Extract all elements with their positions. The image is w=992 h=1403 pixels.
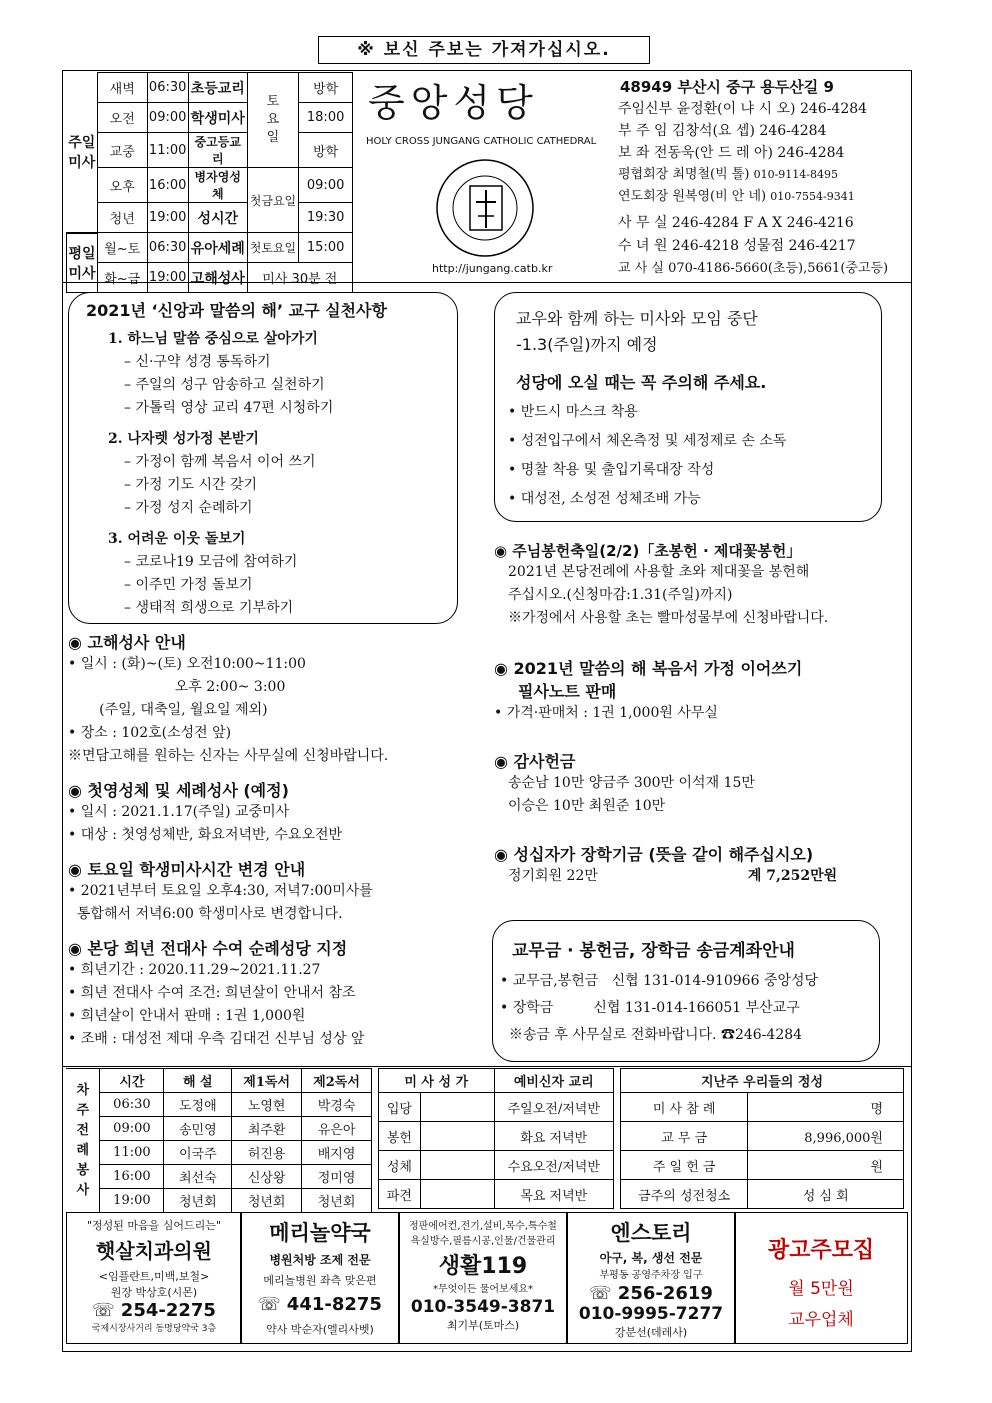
table-cell: 성체 (379, 1151, 421, 1180)
covid-line1: 교우와 함께 하는 미사와 모임 중단 (516, 309, 758, 328)
table-cell: 봉헌 (379, 1122, 421, 1151)
bottom-divider (62, 1066, 912, 1067)
plan-sub: – 가정 기도 시간 갖기 (124, 477, 257, 493)
table-cell: 허진용 (232, 1141, 302, 1165)
table-cell: 미 사 참 례 (621, 1093, 748, 1122)
first-friday-label: 첫금요일 (247, 168, 299, 233)
section-title: ◉ 감사헌금 (494, 752, 576, 771)
contact-row (618, 120, 908, 142)
table-cell: 유은아 (302, 1117, 372, 1141)
contact-list (618, 98, 908, 208)
church-subtitle: HOLY CROSS JUNGANG CATHOLIC CATHEDRAL (366, 136, 597, 147)
table-row (379, 1122, 614, 1151)
mass-time: 11:00 (147, 133, 188, 168)
table-cell (420, 1122, 494, 1151)
table-cell: 화요 저녁반 (494, 1122, 614, 1151)
table-cell: 최기부(토마스) (446, 1319, 520, 1332)
ad-pharmacy[interactable] (240, 1212, 400, 1344)
plan-heading: 1. 하느님 말씀 중심으로 살아가기 (108, 331, 318, 347)
event-time: 18:00 (299, 103, 353, 133)
classes-header: 예비신자 교리 (494, 1069, 614, 1093)
notice-banner: ※ 보신 주보는 가져가십시오. (318, 36, 650, 64)
sunday-mass-label: 주일 미사 (68, 135, 96, 171)
plan-sub: – 주일의 성구 암송하고 실천하기 (124, 377, 325, 393)
section-title: ◉ 첫영성체 및 세례성사 (예정) (68, 781, 289, 800)
table-cell: 부평동 공영주차장 입구 (599, 1270, 703, 1281)
church-title: 중앙성당 (368, 81, 539, 125)
left-notices (68, 630, 468, 1051)
saturday-label: 토 요 일 (247, 73, 299, 168)
mass-time: 09:00 (147, 103, 188, 133)
table-cell: 연도회장 원복영 (618, 189, 711, 204)
duty-header: 시간 (100, 1069, 164, 1093)
mass-name: 교중 (97, 133, 147, 168)
event-time: 09:00 (299, 168, 353, 203)
covid-items (508, 398, 786, 514)
section-line: ※가정에서 사용할 초는 빨마성물부에 신청바랍니다. (508, 610, 829, 626)
teacher-phone: 교 사 실 070-4186-5660(초등),5661(중고등) (618, 261, 889, 276)
table-cell: 청년회 (164, 1189, 232, 1213)
table-cell: 246-4284 (799, 101, 868, 117)
event-time: 19:30 (299, 203, 353, 233)
table-cell: 평협회장 최명철 (618, 167, 711, 182)
table-cell: 햇살치과의원 (96, 1239, 212, 1263)
section-line: • 희년살이 안내서 판매 : 1권 1,000원 (68, 1008, 306, 1024)
song-class-table (378, 1068, 614, 1209)
table-cell: 원 (748, 1151, 904, 1180)
table-cell: ☏ 256-2619 (589, 1283, 713, 1304)
table-cell: 국제시장사거리 동명당약국 3층 (91, 1324, 217, 1334)
mass-time: 06:30 (147, 233, 188, 263)
event-time: 방학 (299, 133, 353, 168)
table-cell: (비 안 네) (710, 189, 767, 204)
liturgy-duty-table (66, 1068, 372, 1213)
table-cell: 010-3549-3871 (410, 1297, 556, 1317)
right-notices (494, 540, 904, 888)
table-cell (420, 1093, 494, 1122)
covid-item: • 반드시 마스크 착용 (508, 404, 638, 420)
section-line: • 희년 전대사 수여 조건: 희년살이 안내서 참조 (68, 985, 356, 1001)
section-line: 오후 2:00~ 3:00 (68, 679, 286, 695)
event-name: 성시간 (188, 203, 247, 233)
table-cell: 246-4284 (759, 123, 827, 139)
table-cell: 최주환 (232, 1117, 302, 1141)
table-row (621, 1180, 904, 1209)
covid-line3: 성당에 오실 때는 꼭 주의해 주세요. (516, 373, 767, 392)
table-row (379, 1180, 614, 1209)
table-cell: 09:00 (100, 1117, 164, 1141)
offering-title: 지난주 우리들의 정성 (621, 1069, 904, 1093)
table-cell: 정미영 (302, 1165, 372, 1189)
cathedral-seal-icon (420, 156, 550, 261)
table-cell (420, 1180, 494, 1209)
event-name: 고해성사 (188, 263, 247, 293)
plan-items (108, 328, 333, 620)
ad-recruitment[interactable] (734, 1212, 908, 1344)
table-row (66, 1141, 372, 1165)
scholarship-total: 계 7,252만원 (747, 868, 838, 884)
table-cell: 엔스토리 (610, 1221, 692, 1245)
table-cell: 강분선(데레사) (614, 1326, 688, 1339)
table-cell: 교우업체 (788, 1310, 854, 1330)
section-line: ※면담고해를 원하는 신자는 사무실에 신청바랍니다. (68, 748, 389, 764)
table-cell: 욕실방수,필름시공,인물/건물관리 (410, 1236, 556, 1247)
offering-table (620, 1068, 904, 1209)
table-cell: 이국주 (164, 1141, 232, 1165)
duty-side-label: 차 주 전 례 봉 사 (66, 1069, 100, 1213)
table-cell: 아구, 복, 생선 전문 (599, 1251, 703, 1265)
covid-item: • 대성전, 소성전 성체조배 가능 (508, 491, 701, 507)
table-cell: 신상왕 (232, 1165, 302, 1189)
table-row (66, 1093, 372, 1117)
section-line: (주일, 대축일, 월요일 제외) (68, 702, 268, 718)
classes-header: 미 사 성 가 (379, 1069, 495, 1093)
mass-time: 06:30 (147, 73, 188, 103)
event-time: 방학 (299, 73, 353, 103)
section-line: 송순남 10만 양금주 300만 이석재 15만 (508, 775, 755, 791)
plan-sub: – 생태적 희생으로 기부하기 (124, 600, 294, 616)
table-cell: 최선숙 (164, 1165, 232, 1189)
mass-time: 16:00 (147, 168, 188, 203)
section-title: ◉ 성십자가 장학기금 (뜻을 같이 해주십시오) (494, 845, 814, 864)
event-name: 병자영성체 (188, 168, 247, 203)
table-cell: 8,996,000원 (748, 1122, 904, 1151)
table-cell: 19:00 (100, 1189, 164, 1213)
table-cell: 금주의 성전청소 (621, 1180, 748, 1209)
table-cell: 11:00 (100, 1141, 164, 1165)
covid-item: • 성전입구에서 체온측정 및 세정제로 손 소독 (508, 433, 787, 449)
event-day: 미사 30분 전 (247, 263, 352, 293)
contact-row (618, 142, 908, 164)
table-cell: 주일오전/저녁반 (494, 1093, 614, 1122)
mass-name: 청년 (97, 203, 147, 233)
account-line: ※송금 후 사무실로 전화바랍니다. ☎246-4284 (500, 1027, 803, 1043)
table-cell (420, 1151, 494, 1180)
table-cell: (안 드 레 아) (694, 145, 773, 161)
plan-sub: – 신·구약 성경 통독하기 (124, 354, 271, 370)
table-cell: (이 냐 시 오) (717, 101, 796, 117)
table-cell: 배지영 (302, 1141, 372, 1165)
event-name: 학생미사 (188, 103, 247, 133)
section-line: 2021년 본당전례에 사용할 초와 제대꽃을 봉헌해 (508, 564, 810, 580)
section-line: • 장소 : 102호(소성전 앞) (68, 725, 232, 741)
covid-item: • 명찰 착용 및 출입기록대장 작성 (508, 462, 715, 478)
table-cell: 010-7554-9341 (770, 190, 855, 203)
contact-row (618, 164, 908, 186)
table-cell: 생활119 (438, 1254, 528, 1279)
section-title-2: 필사노트 판매 (518, 682, 617, 701)
event-name: 초등교리 (188, 73, 247, 103)
table-cell: 주 일 헌 금 (621, 1151, 748, 1180)
table-row (66, 1117, 372, 1141)
table-row (379, 1151, 614, 1180)
table-cell: <임플란트,미백,보철> (98, 1270, 210, 1283)
mass-name: 새벽 (97, 73, 147, 103)
event-time: 15:00 (299, 233, 353, 263)
website-url[interactable]: http://jungang.catb.kr (432, 262, 553, 275)
table-cell: 원장 박상호(시몬) (110, 1286, 198, 1299)
section-line: • 대상 : 첫영성체반, 화요저녁반, 수요오전반 (68, 827, 343, 843)
table-cell: 노영현 (232, 1093, 302, 1117)
table-cell: 명 (748, 1093, 904, 1122)
account-line: • 교무금,봉헌금 신협 131-014-910966 중앙성당 (500, 973, 819, 989)
ad-restaurant[interactable] (566, 1212, 736, 1344)
section-title: ◉ 토요일 학생미사시간 변경 안내 (68, 860, 306, 879)
table-cell: 송민영 (164, 1117, 232, 1141)
office-phone: 사 무 실 246-4284 F A X 246-4216 (618, 215, 854, 231)
table-cell: 박경숙 (302, 1093, 372, 1117)
mass-time: 19:00 (147, 203, 188, 233)
mass-time: 19:00 (147, 263, 188, 293)
duty-header: 해 설 (164, 1069, 232, 1093)
section-title: ◉ 2021년 말씀의 해 복음서 가정 이어쓰기 (494, 659, 803, 678)
table-cell: 약사 박순자(엘리사벳) (266, 1323, 374, 1336)
convent-phone: 수 녀 원 246-4218 성물점 246-4217 (618, 238, 856, 254)
table-cell: 병원처방 조제 전문 (269, 1253, 371, 1267)
section-line: 주십시오.(신청마감:1.31(주일)까지) (508, 587, 733, 603)
table-cell: 정판에어컨,전기,설비,목수,특수철 (409, 1221, 557, 1232)
plan-heading: 2. 나자렛 성가정 본받기 (108, 431, 259, 447)
table-cell: 주임신부 윤정환 (618, 101, 718, 117)
table-row (621, 1151, 904, 1180)
section-line: • 2021년부터 토요일 오후4:30, 저녁7:00미사를 (68, 883, 373, 899)
mass-schedule-table (66, 72, 353, 293)
table-cell: 부 주 임 김창석 (618, 123, 713, 139)
table-row (66, 1189, 372, 1213)
section-line: • 조배 : 대성전 제대 우측 김대건 신부님 성상 앞 (68, 1031, 365, 1047)
table-cell: 메리놀약국 (269, 1221, 371, 1245)
table-row (379, 1093, 614, 1122)
table-cell: 청년회 (232, 1189, 302, 1213)
table-cell: (빅 톨) (710, 167, 750, 182)
covid-line2: -1.3(주일)까지 예정 (516, 335, 658, 354)
ad-repair-service[interactable] (398, 1212, 568, 1344)
mass-name: 오후 (97, 168, 147, 203)
table-cell: "정성된 마음을 심어드리는" (87, 1219, 221, 1232)
address: 48949 부산시 중구 용두산길 9 (620, 78, 834, 96)
section-title: ◉ 본당 희년 전대사 수여 순례성당 지정 (68, 939, 348, 958)
section-line: 통합해서 저녁6:00 학생미사로 변경합니다. (68, 906, 343, 922)
mass-name: 화~금 (97, 263, 147, 293)
table-cell: 월 5만원 (788, 1279, 854, 1299)
table-cell: 06:30 (100, 1093, 164, 1117)
plan-title: 2021년 ‘신앙과 말씀의 해’ 교구 실천사항 (86, 301, 387, 320)
section-line (494, 865, 904, 888)
event-day: 첫토요일 (247, 233, 299, 263)
plan-heading: 3. 어려운 이웃 돌보기 (108, 531, 246, 547)
table-cell: 청년회 (302, 1189, 372, 1213)
section-line: • 희년기간 : 2020.11.29~2021.11.27 (68, 962, 321, 978)
section-line: 이승은 10만 최원준 10만 (508, 798, 666, 814)
table-cell: 246-4284 (777, 145, 845, 161)
ad-dental-clinic[interactable] (66, 1212, 242, 1344)
plan-sub: – 가정 성지 순례하기 (124, 500, 253, 516)
table-row (621, 1122, 904, 1151)
table-cell: 광고주모집 (767, 1238, 875, 1263)
table-cell: ☏ 254-2275 (92, 1300, 216, 1321)
table-cell: 파견 (379, 1180, 421, 1209)
table-row (66, 1165, 372, 1189)
table-cell: 010-9995-7277 (578, 1304, 724, 1324)
table-cell: 정기회원 22만 (508, 868, 598, 884)
table-cell: 보 좌 전동욱 (618, 145, 695, 161)
table-row (621, 1093, 904, 1122)
account-line: • 장학금 신협 131-014-166051 부산교구 (500, 1000, 800, 1016)
plan-sub: – 코로나19 모금에 참여하기 (124, 554, 298, 570)
table-cell: 도정애 (164, 1093, 232, 1117)
section-line: • 일시 : 2021.1.17(주일) 교중미사 (68, 804, 290, 820)
table-cell: 입당 (379, 1093, 421, 1122)
table-cell: 16:00 (100, 1165, 164, 1189)
weekday-mass-label: 평일 미사 (67, 233, 98, 293)
mass-name: 오전 (97, 103, 147, 133)
table-cell: 성 심 회 (748, 1180, 904, 1209)
event-name: 중고등교리 (188, 133, 247, 168)
plan-sub: – 가톨릭 영상 교리 47편 시청하기 (124, 400, 334, 416)
contact-row (618, 98, 908, 120)
table-cell: 010-9114-8495 (753, 168, 839, 181)
plan-sub: – 이주민 가정 돌보기 (124, 577, 253, 593)
table-cell: ☏ 441-8275 (258, 1294, 382, 1315)
event-name: 유아세례 (188, 233, 247, 263)
table-cell: (요 셉) (712, 123, 755, 139)
account-lines (500, 968, 818, 1049)
table-cell: 교 무 금 (621, 1122, 748, 1151)
section-line: • 일시 : (화)~(토) 오전10:00~11:00 (68, 656, 306, 672)
account-title: 교무금 · 봉헌금, 장학금 송금계좌안내 (512, 941, 795, 961)
section-line: • 가격·판매처 : 1권 1,000원 사무실 (494, 705, 718, 721)
contact-row (618, 186, 908, 208)
header-divider (62, 282, 912, 283)
table-cell: 메리놀병원 좌측 맞은편 (263, 1274, 377, 1287)
duty-header: 제2독서 (302, 1069, 372, 1093)
table-cell: 수요오전/저녁반 (494, 1151, 614, 1180)
section-title: ◉ 주님봉헌축일(2/2)「초봉헌 · 제대꽃봉헌」 (494, 542, 802, 560)
section-title: ◉ 고해성사 안내 (68, 633, 186, 652)
table-cell: 목요 저녁반 (494, 1180, 614, 1209)
table-cell: *무엇이든 물어보세요* (432, 1284, 534, 1295)
mass-name: 월~토 (97, 233, 147, 263)
plan-sub: – 가정이 함께 복음서 이어 쓰기 (124, 454, 316, 470)
duty-header: 제1독서 (232, 1069, 302, 1093)
